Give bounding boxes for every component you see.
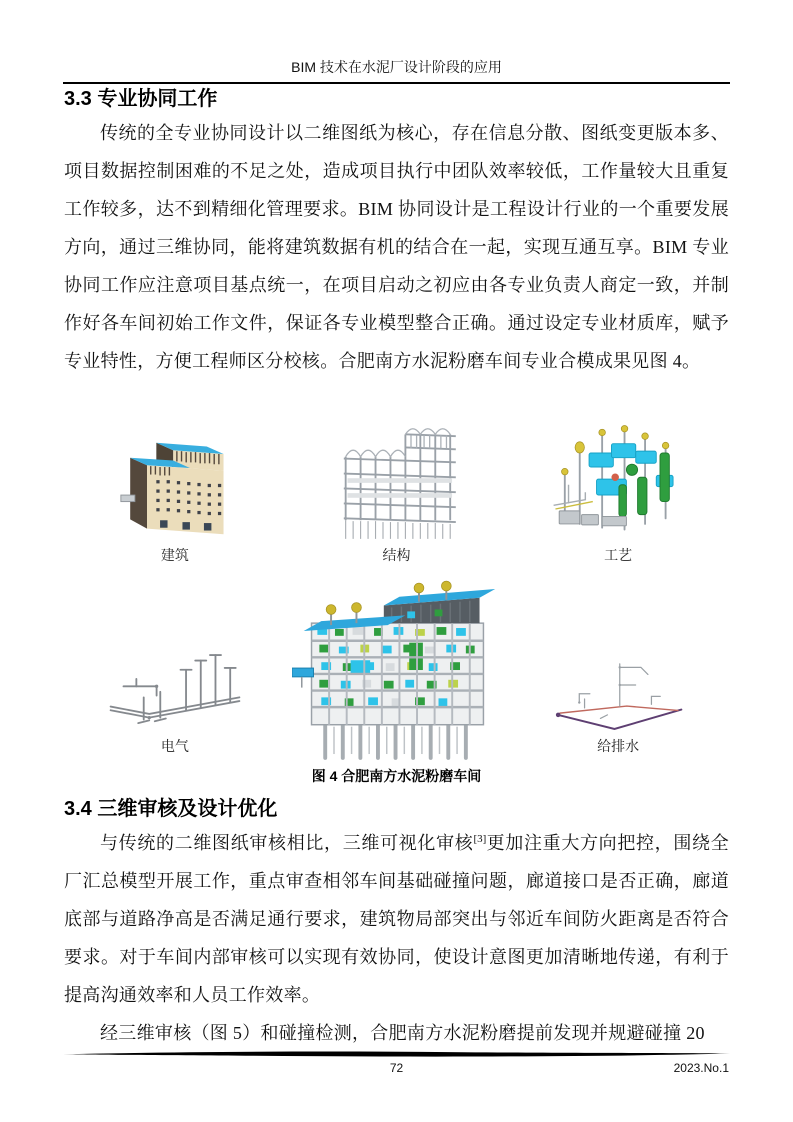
figure4-row-2 bbox=[64, 576, 729, 764]
plumbing-model-image bbox=[545, 648, 691, 736]
architecture-model-image bbox=[119, 419, 231, 545]
process-label: 工艺 bbox=[604, 549, 633, 564]
figure4-row-1 bbox=[64, 415, 729, 567]
paragraph-text-before-citation: 与传统的二维图纸审核相比，三维可视化审核 bbox=[100, 833, 474, 853]
footer-rule bbox=[63, 1050, 730, 1058]
combined-model-image bbox=[292, 578, 502, 764]
structure-label: 结构 bbox=[382, 549, 411, 564]
figure4-structure-cell bbox=[286, 417, 508, 567]
citation-reference-3: [3] bbox=[473, 833, 487, 845]
running-title: BIM 技术在水泥厂设计阶段的应用 bbox=[291, 59, 502, 75]
figure4-architecture-cell bbox=[64, 419, 286, 567]
footer-row bbox=[64, 1058, 729, 1078]
paragraph-text-after-citation: 更加注重大方向把控，围绕全厂汇总模型开展工作，重点审查相邻车间基础碰撞问题，廊道接口是否正确，廊道底部与道路净高是否满足通行要求，建筑物局部突出与邻近车间防火距离是否符合要求。对于车间内部审核可以实现有效协同，使设计意图更加清晰地传递，有利于提高沟通效率和人员工作效率。 bbox=[64, 833, 729, 1005]
figure4-process-cell bbox=[507, 417, 729, 567]
issue-number: 2023.No.1 bbox=[673, 1061, 729, 1075]
section-3-4-paragraph-2: 经三维审核（图 5）和碰撞检测，合肥南方水泥粉磨提前发现并规避碰撞 20 bbox=[100, 1023, 705, 1043]
figure4-electrical-cell bbox=[64, 644, 286, 764]
electrical-model-image bbox=[100, 644, 250, 736]
section-3-3-heading: 3.3 专业协同工作 bbox=[64, 88, 218, 110]
header-rule bbox=[63, 82, 730, 84]
architecture-label: 建筑 bbox=[160, 549, 189, 564]
electrical-label: 电气 bbox=[160, 740, 189, 755]
section-3-4-heading: 3.4 三维审核及设计优化 bbox=[64, 798, 278, 820]
section-3-3-paragraph: 传统的全专业协同设计以二维图纸为核心，存在信息分散、图纸变更版本多、项目数据控制困难的不足之处，造成项目执行中团队效率较低，工作量较大且重复工作较多，达不到精细化管理要求。BIM 协同设计是工程设计行业的一个重要发展方向，通过三维协同，能将建筑数据有机的结合在一起，实现互通互享。BIM 专业协同工作应注意项目基点统一，在项目启动之初应由各专业负责人商定一致，并制作好各车间初始工作文件，保证各专业模型整合正确。通过设定专业材质库，赋予专业特性，方便工程师区分校核。合肥南方水泥粉磨车间专业合模成果见图 4。 bbox=[64, 123, 729, 371]
page-number: 72 bbox=[389, 1061, 404, 1075]
figure4-combined-model-cell bbox=[286, 578, 508, 764]
plumbing-label: 给排水 bbox=[597, 740, 640, 755]
section-3-4-paragraph-1 bbox=[64, 824, 729, 1016]
figure4-plumbing-cell bbox=[507, 648, 729, 764]
figure4-caption: 图 4 合肥南方水泥粉磨车间 bbox=[311, 768, 482, 784]
structure-model-image bbox=[327, 417, 467, 545]
process-model-image bbox=[548, 417, 688, 545]
